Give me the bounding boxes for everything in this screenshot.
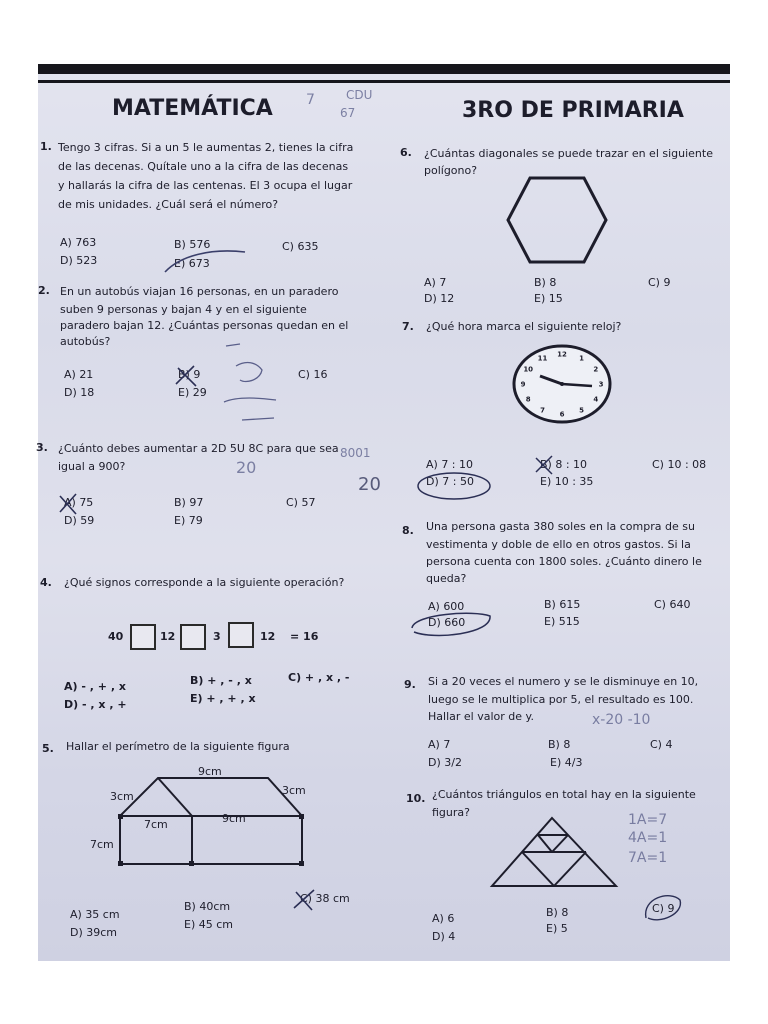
option-d[interactable]: D) 660 xyxy=(428,616,466,629)
clock-figure xyxy=(508,342,618,426)
answer-mark xyxy=(56,492,86,518)
option-e[interactable]: E) 15 xyxy=(534,292,563,305)
operation-number: 3 xyxy=(213,630,221,643)
option-c[interactable]: C) 16 xyxy=(298,368,328,381)
question-number: 3. xyxy=(36,441,48,454)
question-text: luego se le multiplica por 5, el resultado es 100. xyxy=(428,693,694,706)
figure-label: 7cm xyxy=(90,838,114,851)
question-text: ¿Cuánto debes aumentar a 2D 5U 8C para que sea xyxy=(58,442,339,455)
answer-circle xyxy=(640,888,690,928)
figure-label: 9cm xyxy=(198,765,222,778)
answer-mark xyxy=(290,888,320,912)
question-text: Una persona gasta 380 soles en la compra de su xyxy=(426,520,695,533)
option-b[interactable]: B) + , - , x xyxy=(190,674,252,687)
question-text: autobús? xyxy=(60,335,111,348)
option-c[interactable]: C) 9 xyxy=(652,902,675,915)
question-number: 2. xyxy=(38,284,50,297)
option-c[interactable]: C) 635 xyxy=(282,240,319,253)
option-e[interactable]: E) 10 : 35 xyxy=(540,475,594,488)
question-number: 6. xyxy=(400,146,412,159)
option-a[interactable]: A) 7 : 10 xyxy=(426,458,474,471)
handwritten-note: x-20 -10 xyxy=(592,712,651,728)
option-e[interactable]: E) 4/3 xyxy=(550,756,583,769)
option-b[interactable]: B) 40cm xyxy=(184,900,231,913)
clock-numeral: 4 xyxy=(593,395,599,404)
clock-numeral: 5 xyxy=(579,406,584,415)
question-text: suben 9 personas y bajan 4 y en el siguiente xyxy=(60,303,307,316)
option-e[interactable]: E) 5 xyxy=(546,922,568,935)
clock-numeral: 8 xyxy=(525,395,531,404)
answer-scribble xyxy=(160,246,250,276)
option-c[interactable]: C) 640 xyxy=(654,598,691,611)
clock-numeral: 6 xyxy=(559,410,565,419)
question-text: igual a 900? xyxy=(58,460,126,473)
question-number: 5. xyxy=(42,742,54,755)
question-text: persona cuenta con 1800 soles. ¿Cuánto dinero le xyxy=(426,555,702,568)
option-c[interactable]: C) + , x , - xyxy=(288,671,350,684)
question-number: 8. xyxy=(402,524,414,537)
question-text: ¿Cuántos triángulos en total hay en la siguiente xyxy=(432,788,696,801)
option-c[interactable]: C) 4 xyxy=(650,738,673,751)
top-rule xyxy=(38,64,730,74)
question-text: Si a 20 veces el numero y se le disminuye en 10, xyxy=(428,675,699,688)
option-b[interactable]: B) 9 xyxy=(178,368,201,381)
option-b[interactable]: B) 8 xyxy=(548,738,571,751)
grade-title: 3RO DE PRIMARIA xyxy=(462,98,684,123)
option-a[interactable]: A) 21 xyxy=(64,368,94,381)
option-a[interactable]: A) 6 xyxy=(432,912,455,925)
clock-numeral: 12 xyxy=(557,350,567,359)
option-d[interactable]: D) 59 xyxy=(64,514,95,527)
answer-circle xyxy=(414,470,494,502)
option-d[interactable]: D) 39cm xyxy=(70,926,118,939)
figure-label: 9cm xyxy=(222,812,246,825)
clock-numeral: 11 xyxy=(537,354,548,363)
triangle-figure xyxy=(488,814,628,890)
option-e[interactable]: E) 79 xyxy=(174,514,203,527)
option-d[interactable]: D) 7 : 50 xyxy=(426,475,474,488)
sign-box[interactable] xyxy=(130,624,156,650)
handwritten-note: 4A=1 xyxy=(628,830,668,846)
operation-number: 40 xyxy=(108,630,124,643)
question-number: 4. xyxy=(40,576,52,589)
question-text: En un autobús viajan 16 personas, en un paradero xyxy=(60,285,339,298)
clock-numeral: 3 xyxy=(598,380,604,389)
option-a[interactable]: A) 35 cm xyxy=(70,908,120,921)
option-c[interactable]: C) 10 : 08 xyxy=(652,458,707,471)
question-text: de las decenas. Quítale uno a la cifra de las decenas xyxy=(58,160,349,173)
question-text: ¿Cuántas diagonales se puede trazar en el siguiente xyxy=(424,147,713,160)
question-text: figura? xyxy=(432,806,470,819)
clock-numeral: 7 xyxy=(540,406,545,415)
question-number: 1. xyxy=(40,140,52,153)
figure-label: 3cm xyxy=(282,784,306,797)
hexagon-figure xyxy=(502,172,612,268)
option-a[interactable]: A) 75 xyxy=(64,496,94,509)
question-text: Hallar el valor de y. xyxy=(428,710,534,723)
handwritten-note: 7A=1 xyxy=(628,850,668,866)
option-b[interactable]: B) 576 xyxy=(174,238,211,251)
clock-numeral: 9 xyxy=(520,380,526,389)
clock-numeral: 1 xyxy=(579,354,584,363)
top-rule-thin xyxy=(38,80,730,83)
question-text: paradero bajan 12. ¿Cuántas personas quedan en el xyxy=(60,319,349,332)
question-text: Tengo 3 cifras. Si a un 5 le aumentas 2, tienes la cifra xyxy=(58,141,354,154)
option-a[interactable]: A) - , + , x xyxy=(64,680,126,693)
question-number: 10. xyxy=(406,792,426,805)
answer-mark xyxy=(172,362,212,392)
option-b[interactable]: B) 8 : 10 xyxy=(540,458,588,471)
clock-numeral: 2 xyxy=(593,365,599,374)
question-text: ¿Qué signos corresponde a la siguiente operación? xyxy=(64,576,345,589)
option-e[interactable]: E) + , + , x xyxy=(190,692,256,705)
question-text: queda? xyxy=(426,572,467,585)
question-number: 7. xyxy=(402,320,414,333)
option-c[interactable]: C) 57 xyxy=(286,496,316,509)
option-a[interactable]: A) 600 xyxy=(428,600,465,613)
option-c[interactable]: C) 9 xyxy=(648,276,671,289)
sign-box[interactable] xyxy=(180,624,206,650)
option-a[interactable]: A) 763 xyxy=(60,236,97,249)
handwritten-note: 8001 xyxy=(340,446,371,460)
question-text: de mis unidades. ¿Cuál será el número? xyxy=(58,198,279,211)
option-d[interactable]: D) 12 xyxy=(424,292,455,305)
operation-number: 12 xyxy=(260,630,276,643)
handwritten-note: 67 xyxy=(340,106,356,120)
option-e[interactable]: E) 515 xyxy=(544,615,580,628)
subject-title: MATEMÁTICA xyxy=(112,96,273,121)
question-text: Hallar el perímetro de la siguiente figura xyxy=(66,740,290,753)
clock-numeral: 10 xyxy=(523,365,534,374)
question-text: vestimenta y doble de ello en otros gastos. Si la xyxy=(426,538,691,551)
option-d[interactable]: D) 3/2 xyxy=(428,756,462,769)
handwritten-note: CDU xyxy=(346,88,373,102)
answer-mark xyxy=(532,454,556,476)
question-text: y hallarás la cifra de las centenas. El 3 ocupa el lugar xyxy=(58,179,353,192)
handwritten-note: 20 xyxy=(358,474,381,495)
option-b[interactable]: B) 8 xyxy=(534,276,557,289)
answer-circle xyxy=(404,604,494,644)
option-c[interactable]: C) 38 cm xyxy=(300,892,350,905)
handwritten-note: 20 xyxy=(236,458,257,477)
figure-label: 3cm xyxy=(110,790,134,803)
handwritten-note: 1A=7 xyxy=(628,812,668,828)
question-number: 9. xyxy=(404,678,416,691)
option-e[interactable]: E) 45 cm xyxy=(184,918,233,931)
question-text: polígono? xyxy=(424,164,478,177)
option-a[interactable]: A) 7 xyxy=(428,738,451,751)
house-figure xyxy=(100,766,330,876)
option-d[interactable]: D) 18 xyxy=(64,386,95,399)
option-d[interactable]: D) 4 xyxy=(432,930,456,943)
handwritten-note: 7 xyxy=(306,92,315,108)
option-b[interactable]: B) 97 xyxy=(174,496,204,509)
handwritten-work xyxy=(216,340,296,430)
sign-box[interactable] xyxy=(228,622,254,648)
figure-label: 7cm xyxy=(144,818,168,831)
option-b[interactable]: B) 615 xyxy=(544,598,581,611)
option-d[interactable]: D) - , x , + xyxy=(64,698,127,711)
option-e[interactable]: E) 673 xyxy=(174,257,210,270)
option-d[interactable]: D) 523 xyxy=(60,254,98,267)
operation-result: = 16 xyxy=(290,630,319,643)
question-text: ¿Qué hora marca el siguiente reloj? xyxy=(426,320,622,333)
option-b[interactable]: B) 8 xyxy=(546,906,569,919)
operation-number: 12 xyxy=(160,630,176,643)
option-a[interactable]: A) 7 xyxy=(424,276,447,289)
option-e[interactable]: E) 29 xyxy=(178,386,207,399)
